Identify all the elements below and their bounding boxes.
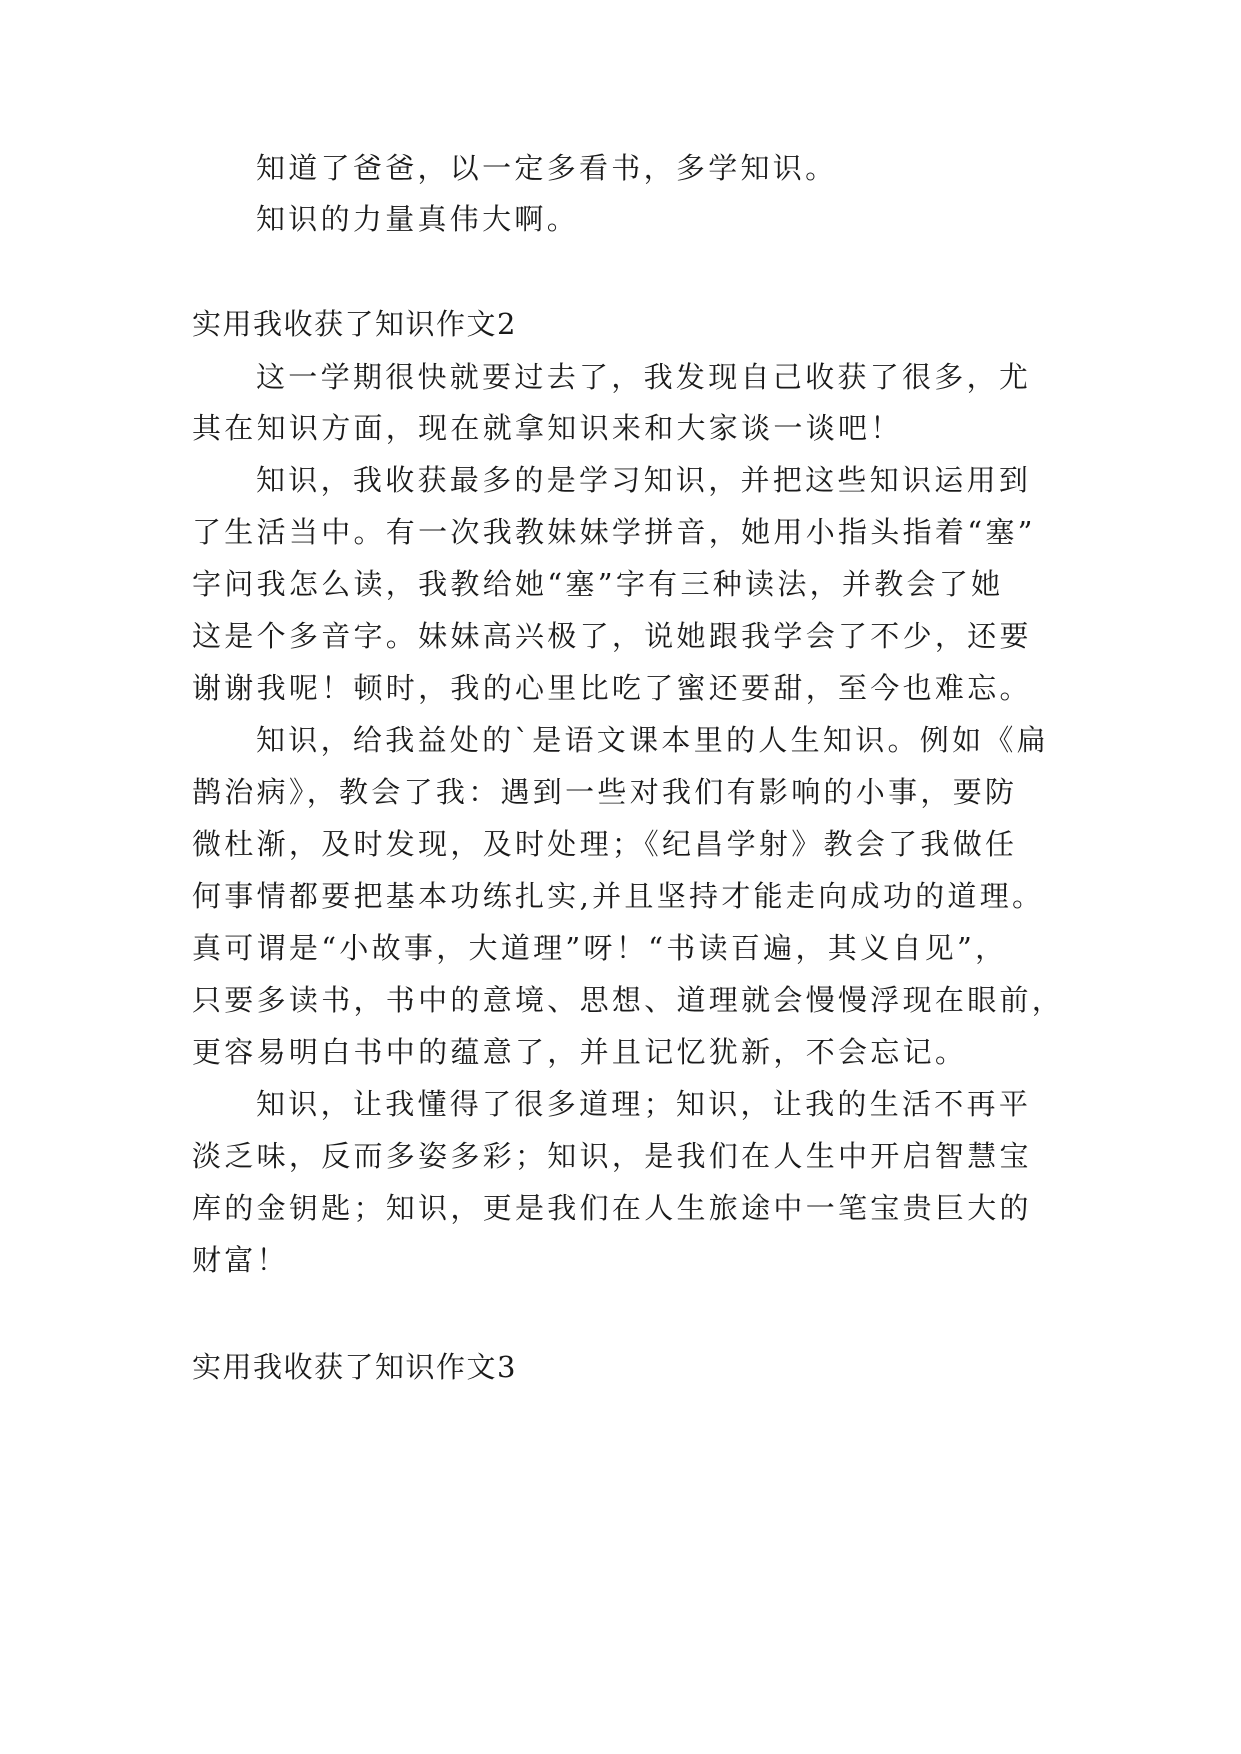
essay-title: 实用我收获了知识作文3: [192, 1350, 517, 1384]
paragraph-line: 其在知识方面，现在就拿知识来和大家谈一谈吧！: [192, 411, 903, 445]
paragraph-line: 何事情都要把基本功练扎实,并且坚持才能走向成功的道理。: [192, 879, 1045, 913]
paragraph-line: 了生活当中。有一次我教妹妹学拼音，她用小指头指着“塞”: [192, 515, 1036, 549]
essay-title: 实用我收获了知识作文2: [192, 307, 517, 341]
paragraph-line: 谢谢我呢！顿时，我的心里比吃了蜜还要甜，至今也难忘。: [192, 671, 1032, 705]
paragraph-line: 更容易明白书中的蕴意了，并且记忆犹新，不会忘记。: [192, 1035, 968, 1069]
paragraph-line: 淡乏味，反而多姿多彩；知识，是我们在人生中开启智慧宝: [192, 1139, 1032, 1173]
paragraph-line: 真可谓是“小故事，大道理”呀！“书读百遍，其义自见”，: [192, 931, 1008, 965]
paragraph-line: 这是个多音字。妹妹高兴极了，说她跟我学会了不少，还要: [192, 619, 1032, 653]
paragraph-line: 财富！: [192, 1243, 289, 1277]
paragraph-line: 鹊治病》，教会了我：遇到一些对我们有影响的小事，要防: [192, 775, 1018, 809]
paragraph-line: 这一学期很快就要过去了，我发现自己收获了很多，尤: [256, 360, 1032, 394]
paragraph-line: 知识，让我懂得了很多道理；知识，让我的生活不再平: [256, 1087, 1032, 1121]
paragraph-line: 字问我怎么读，我教给她“塞”字有三种读法，并教会了她: [192, 567, 1004, 601]
paragraph-line: 知识的力量真伟大啊。: [256, 202, 580, 236]
paragraph-line: 只要多读书，书中的意境、思想、道理就会慢慢浮现在眼前，: [192, 983, 1065, 1017]
paragraph-line: 微杜渐，及时发现，及时处理；《纪昌学射》教会了我做任: [192, 827, 1018, 861]
paragraph-line: 知识，我收获最多的是学习知识，并把这些知识运用到: [256, 463, 1032, 497]
paragraph-line: 知道了爸爸，以一定多看书，多学知识。: [256, 151, 838, 185]
paragraph-line: 知识，给我益处的`是语文课本里的人生知识。例如《扁: [256, 723, 1050, 757]
paragraph-line: 库的金钥匙；知识，更是我们在人生旅途中一笔宝贵巨大的: [192, 1191, 1032, 1225]
